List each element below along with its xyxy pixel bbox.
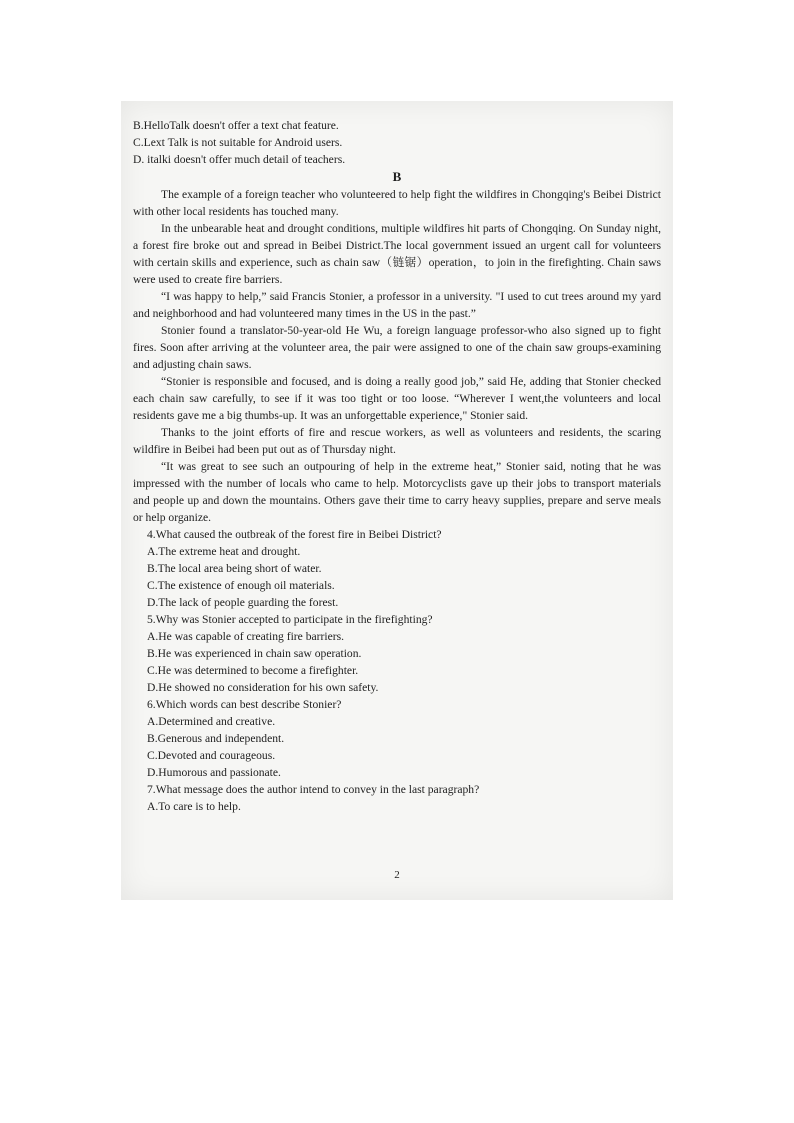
answer-option: D.The lack of people guarding the forest. bbox=[147, 596, 339, 609]
answer-option: A.The extreme heat and drought. bbox=[147, 545, 301, 558]
scanned-page bbox=[121, 101, 673, 900]
answer-option: C.Devoted and courageous. bbox=[147, 749, 276, 762]
page-number: 2 bbox=[394, 869, 400, 881]
page-content bbox=[133, 117, 661, 815]
passage-paragraph: “It was great to see such an outpouring of help in the extreme heat,” Stonier said, noting that he was impressed with the number of locals who came to help. Motorcyclists gave up their jobs to transport materials and people up and down the mountains. Others gave their time to carry heavy supplies, prepare and serve meals or help organize. bbox=[133, 460, 661, 524]
passage-paragraph: Stonier found a translator-50-year-old He Wu, a foreign language professor-who also signed up to fight fires. Soon after arriving at the volunteer area, the pair were assigned to one of the chain saw groups-examining and adjusting chain saws. bbox=[133, 324, 661, 371]
option-line: C.Lext Talk is not suitable for Android users. bbox=[133, 136, 343, 149]
answer-option: D.Humorous and passionate. bbox=[147, 766, 281, 779]
answer-option: B.Generous and independent. bbox=[147, 732, 285, 745]
previous-question-options bbox=[133, 117, 661, 168]
question-stem: 7.What message does the author intend to convey in the last paragraph? bbox=[147, 783, 480, 796]
question-item bbox=[147, 526, 661, 611]
passage-paragraph: In the unbearable heat and drought conditions, multiple wildfires hit parts of Chongqing. On Sunday night, a forest fire broke out and spread in Beibei District.The local government issued an urgent call for volunteers with certain skills and experience, such as chain saw（链锯）operation，to join in the firefighting. Chain saws were used to create fire barriers. bbox=[133, 222, 661, 286]
section-title: B bbox=[392, 169, 402, 184]
passage-paragraph: “I was happy to help,” said Francis Stonier, a professor in a university. "I used to cut trees around my yard and neighborhood and had volunteered many times in the US in the past.” bbox=[133, 290, 661, 320]
question-stem: 6.Which words can best describe Stonier? bbox=[147, 698, 342, 711]
question-stem: 5.Why was Stonier accepted to participate in the firefighting? bbox=[147, 613, 433, 626]
passage-paragraph: “Stonier is responsible and focused, and is doing a really good job,” said He, adding that Stonier checked each chain saw carefully, to see if it was too tight or too loose. “Wherever I went,the volunteers and local residents gave me a big thumbs-up. It was an unforgettable experience," Stonier said. bbox=[133, 375, 661, 422]
option-line: B.HelloTalk doesn't offer a text chat feature. bbox=[133, 119, 339, 132]
answer-option: B.The local area being short of water. bbox=[147, 562, 322, 575]
passage-paragraph: The example of a foreign teacher who volunteered to help fight the wildfires in Chongqing's Beibei District with other local residents has touched many. bbox=[133, 188, 661, 218]
option-line: D. italki doesn't offer much detail of teachers. bbox=[133, 153, 346, 166]
answer-option: A.To care is to help. bbox=[147, 800, 241, 813]
question-item bbox=[147, 781, 661, 815]
question-item bbox=[147, 611, 661, 696]
answer-option: B.He was experienced in chain saw operation. bbox=[147, 647, 362, 660]
answer-option: C.He was determined to become a firefighter. bbox=[147, 664, 359, 677]
answer-option: C.The existence of enough oil materials. bbox=[147, 579, 335, 592]
passage bbox=[133, 186, 661, 526]
answer-option: A.He was capable of creating fire barriers. bbox=[147, 630, 344, 643]
question-list bbox=[133, 526, 661, 815]
answer-option: A.Determined and creative. bbox=[147, 715, 276, 728]
question-item bbox=[147, 696, 661, 781]
question-stem: 4.What caused the outbreak of the forest fire in Beibei District? bbox=[147, 528, 442, 541]
answer-option: D.He showed no consideration for his own safety. bbox=[147, 681, 379, 694]
passage-paragraph: Thanks to the joint efforts of fire and rescue workers, as well as volunteers and residents, the scaring wildfire in Beibei had been put out as of Thursday night. bbox=[133, 426, 661, 456]
